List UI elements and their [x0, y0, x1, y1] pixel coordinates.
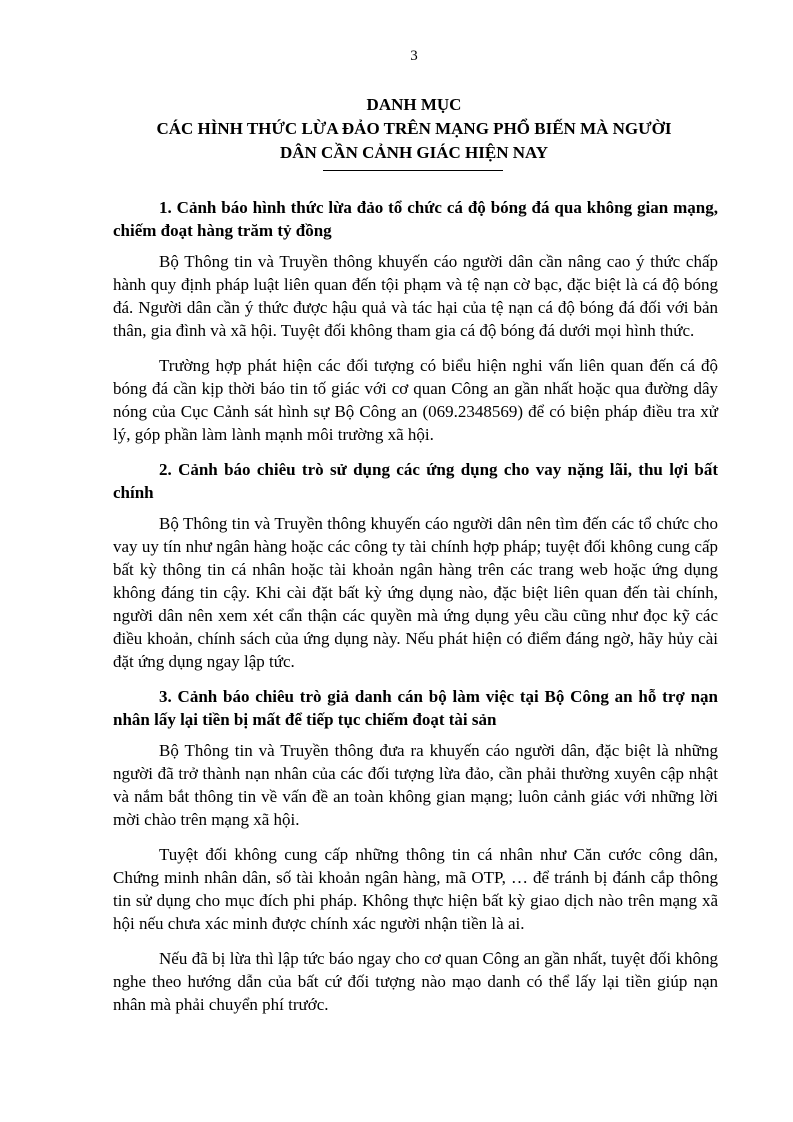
section-heading: 1. Cảnh báo hình thức lừa đảo tổ chức cá độ bóng đá qua không gian mạng, chiếm đoạt hàng trăm tỷ đồng — [113, 198, 718, 240]
section-predatory-loans — [113, 458, 718, 673]
paragraph: Nếu đã bị lừa thì lập tức báo ngay cho cơ quan Công an gần nhất, tuyệt đối không nghe theo hướng dẫn của bất cứ đối tượng nào mạo danh có thể lấy lại tiền giúp nạn nhân mà phải chuyển phí trước. — [113, 949, 718, 1014]
page-number: 3 — [410, 48, 418, 64]
document-title — [110, 93, 718, 165]
title-line-3: DÂN CẦN CẢNH GIÁC HIỆN NAY — [279, 143, 549, 162]
title-underline — [323, 170, 503, 171]
section-police-impersonation — [113, 685, 718, 1016]
paragraph: Bộ Thông tin và Truyền thông khuyến cáo người dân cần nâng cao ý thức chấp hành quy định pháp luật liên quan đến tội phạm và tệ nạn cờ bạc, đặc biệt là cá độ bóng đá. Người dân cần ý thức được hậu quả và tác hại của tệ nạn cá độ bóng đá đối với bản thân, gia đình và xã hội. Tuyệt đối không tham gia cá độ bóng đá dưới mọi hình thức. — [113, 252, 718, 340]
section-heading: 3. Cảnh báo chiêu trò giả danh cán bộ làm việc tại Bộ Công an hỗ trợ nạn nhân lấy lại tiền bị mất để tiếp tục chiếm đoạt tài sản — [113, 687, 718, 729]
paragraph: Tuyệt đối không cung cấp những thông tin cá nhân như Căn cước công dân, Chứng minh nhân dân, số tài khoản ngân hàng, mã OTP, … để tránh bị đánh cắp thông tin sử dụng cho mục đích phi pháp. Không thực hiện bất kỳ giao dịch nào trên mạng xã hội nếu chưa xác minh được chính xác người nhận tiền là ai. — [113, 845, 718, 933]
paragraph: Bộ Thông tin và Truyền thông đưa ra khuyến cáo người dân, đặc biệt là những người đã trở thành nạn nhân của các đối tượng lừa đảo, cần phải thường xuyên cập nhật và nắm bắt thông tin về vấn đề an toàn không gian mạng; luôn cảnh giác với những lời mời chào trên mạng xã hội. — [113, 741, 718, 829]
title-line-1: DANH MỤC — [366, 95, 462, 114]
paragraph: Trường hợp phát hiện các đối tượng có biểu hiện nghi vấn liên quan đến cá độ bóng đá cần kịp thời báo tin tố giác với cơ quan Công an gần nhất hoặc qua đường dây nóng của Cục Cảnh sát hình sự Bộ Công an (069.2348569) để có biện pháp điều tra xử lý, góp phần làm lành mạnh môi trường xã hội. — [113, 356, 718, 444]
document-body — [113, 196, 718, 1028]
paragraph: Bộ Thông tin và Truyền thông khuyến cáo người dân nên tìm đến các tổ chức cho vay uy tín như ngân hàng hoặc các công ty tài chính hợp pháp; tuyệt đối không cung cấp bất kỳ thông tin cá nhân hoặc tài khoản ngân hàng trên các trang web hoặc ứng dụng không đáng tin cậy. Khi cài đặt bất kỳ ứng dụng nào, đặc biệt liên quan đến tài chính, người dân nên xem xét cẩn thận các quyền mà ứng dụng yêu cầu cũng như đọc kỹ các điều khoản, chính sách của ứng dụng này. Nếu phát hiện có điểm đáng ngờ, hãy hủy cài đặt ứng dụng ngay lập tức. — [113, 514, 718, 671]
section-heading: 2. Cảnh báo chiêu trò sử dụng các ứng dụng cho vay nặng lãi, thu lợi bất chính — [113, 460, 718, 502]
title-line-2: CÁC HÌNH THỨC LỪA ĐẢO TRÊN MẠNG PHỔ BIẾN MÀ NGƯỜI — [156, 119, 672, 138]
section-football-betting — [113, 196, 718, 446]
